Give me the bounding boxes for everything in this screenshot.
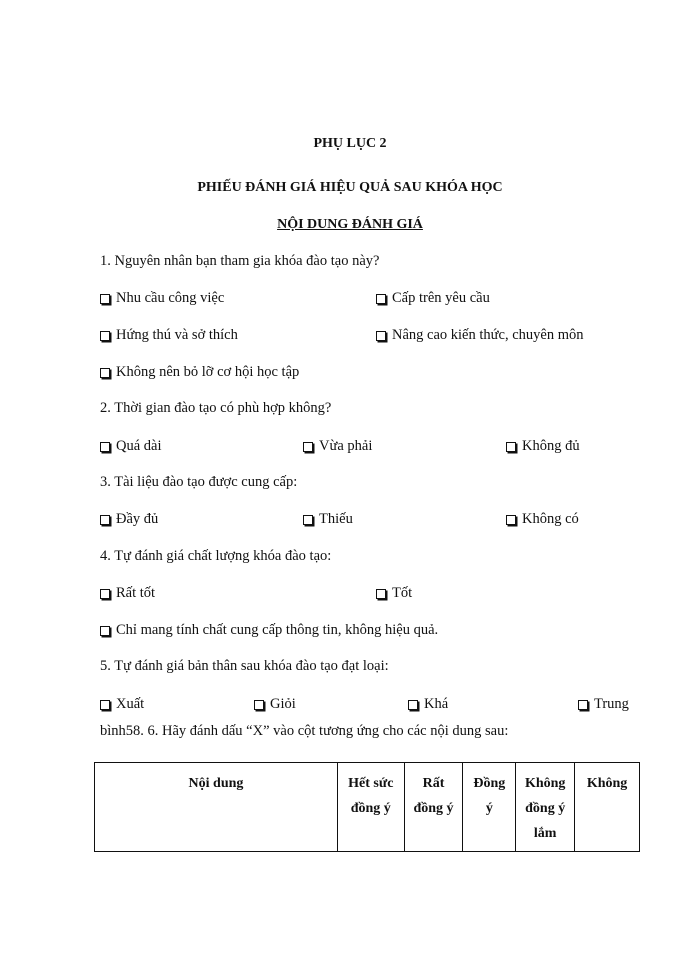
question-1: 1. Nguyên nhân bạn tham gia khóa đào tạo này? [100,253,380,269]
q3-option-none[interactable]: Không có [506,511,579,528]
checkbox-icon [100,368,110,378]
q4-option-very-good[interactable]: Rất tốt [100,585,155,602]
checkbox-icon [376,589,386,599]
checkbox-icon [100,294,110,304]
question-4: 4. Tự đánh giá chất lượng khóa đào tạo: [100,548,332,564]
header-content: Nội dung [95,763,338,852]
q2-option-too-long[interactable]: Quá dài [100,438,162,455]
q1-option-improve-knowledge[interactable]: Nâng cao kiến thức, chuyên môn [376,327,583,344]
q5-option-excellent[interactable]: Xuất [100,696,144,713]
checkbox-icon [100,626,110,636]
checkbox-icon [100,589,110,599]
checkbox-icon [376,294,386,304]
q4-option-info-only[interactable]: Chỉ mang tính chất cung cấp thông tin, không hiệu quả. [100,622,438,639]
header-disagree: Không [575,763,640,852]
form-title: PHIẾU ĐÁNH GIÁ HIỆU QUẢ SAU KHÓA HỌC [197,180,503,195]
header-agree: Đồng ý [463,763,516,852]
checkbox-icon [376,331,386,341]
question-5: 5. Tự đánh giá bản thân sau khóa đào tạo đạt loại: [100,658,389,674]
checkbox-icon [408,700,418,710]
q1-option-work-need[interactable]: Nhu cầu công việc [100,290,224,307]
header-strongly-agree: Hết sức đồng ý [337,763,404,852]
q4-option-good[interactable]: Tốt [376,585,412,602]
question-2: 2. Thời gian đào tạo có phù hợp không? [100,400,332,416]
checkbox-icon [506,442,516,452]
checkbox-icon [303,515,313,525]
checkbox-icon [254,700,264,710]
checkbox-icon [506,515,516,525]
checkbox-icon [578,700,588,710]
appendix-title: PHỤ LỤC 2 [313,136,387,151]
checkbox-icon [100,442,110,452]
section-title: NỘI DUNG ĐÁNH GIÁ [277,217,423,232]
q2-option-not-enough[interactable]: Không đủ [506,438,580,455]
q1-option-dont-miss[interactable]: Không nên bỏ lỡ cơ hội học tập [100,364,299,381]
q5-option-average[interactable]: Trung [578,696,629,713]
q3-option-complete[interactable]: Đầy đủ [100,511,158,528]
header-very-agree: Rất đồng ý [404,763,463,852]
q5-option-very-good[interactable]: Giỏi [254,696,296,713]
q1-option-interest[interactable]: Hứng thú và sở thích [100,327,238,344]
q2-option-just-right[interactable]: Vừa phải [303,438,372,455]
checkbox-icon [100,700,110,710]
question-6: bình58. 6. Hãy đánh dấu “X” vào cột tương ứng cho các nội dung sau: [100,723,509,739]
header-somewhat-disagree: Không đồng ý lắm [516,763,575,852]
q1-option-manager-request[interactable]: Cấp trên yêu cầu [376,290,490,307]
checkbox-icon [100,331,110,341]
q3-option-lacking[interactable]: Thiếu [303,511,353,528]
checkbox-icon [100,515,110,525]
question-3: 3. Tài liệu đào tạo được cung cấp: [100,474,298,490]
rating-table [94,762,640,852]
q5-option-good[interactable]: Khá [408,696,448,713]
table-header-row [95,763,640,852]
checkbox-icon [303,442,313,452]
